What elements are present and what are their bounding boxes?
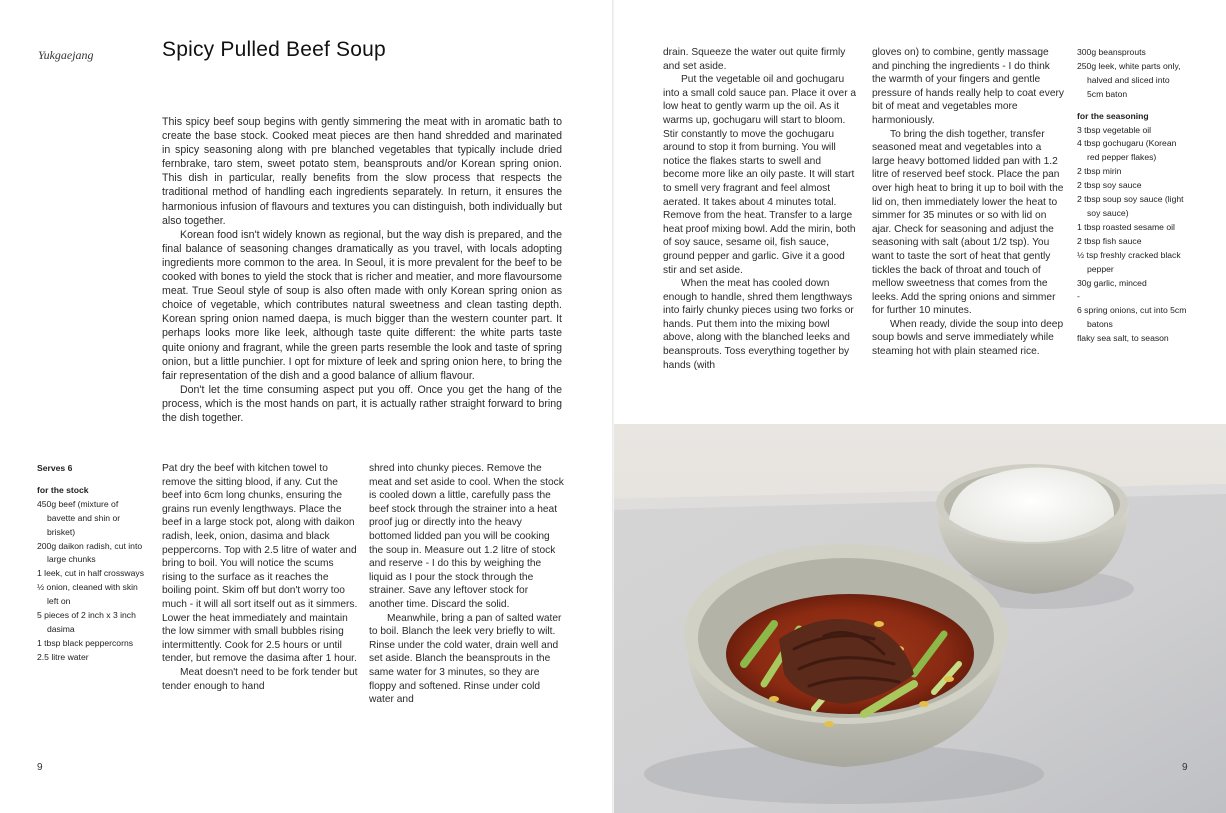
ingredient-item: 5 pieces of 2 inch x 3 inch dasima [37,610,136,634]
ingredient-item: 2 tbsp soup soy sauce (light soy sauce) [1077,194,1184,218]
method-column-3 [663,46,857,372]
ingredient-item: 6 spring onions, cut into 5cm batons [1077,305,1187,330]
ingredient-item: 2 tbsp fish sauce [1077,235,1142,246]
ingredient-item: 2 tbsp mirin [1077,166,1122,177]
stock-heading: for the stock [37,484,89,495]
soup-photo-illustration [614,424,1226,813]
page-number-right: 9 [1182,762,1188,773]
intro-paragraph: Don't let the time consuming aspect put you off. Once you get the hang of the process, which is the most hands on part, it is actually rather straight forward to bring the dish together. [162,383,562,424]
method-column-1 [162,462,358,693]
ingredient-item: 1 tbsp roasted sesame oil [1077,221,1175,232]
ingredient-item: - [1077,291,1080,302]
method-paragraph: Pat dry the beef with kitchen towel to remove the sitting blood, if any. Cut the beef into 6cm long chunks, ensuring the grains run evenly lengthways. Place the beef in a large stock pot, along with daikon radish, leek, onion, dasima and black peppercorns. Top with 2.5 litre of water and bring to boil. You will notice the scums rising to the surface as it reaches the boiling point. Skim off but don't worry too much - it will all sort itself out as it simmers. Lower the heat immediately and maintain the low simmer with small bubbles rising intermittently. Cook for 2.5 hours or until tender, but remove the dasima after 1 hour. [162,463,358,665]
ingredient-item: ½ tsp freshly cracked black pepper [1077,249,1181,274]
method-paragraph: When the meat has cooled down enough to handle, shred them lengthways into fairly chunky pieces using two forks or hands. Put them into the mixing bowl above, along with the blanched leeks and beansprouts. Toss everything together by hands (with [663,278,854,371]
ingredient-item: flaky sea salt, to season [1077,333,1169,344]
recipe-kicker: Yukgaejang [38,48,94,62]
ingredient-item: 2 tbsp soy sauce [1077,180,1142,191]
intro-text [162,115,562,425]
method-paragraph: To bring the dish together, transfer seasoned meat and vegetables into a large heavy bottomed lidded pan with 1.2 litre of reserved beef stock. Place the pan over high heat to bring it up to boil with the lid on, then immediately lower the heat to simmer for 35 minutes or so with lid on ajar. Check for seasoning and adjust the seasoning with salt (about 1/2 tsp). You want to taste the sort of heat that gently tickles the back of throat and touch of mellow sweetness that comes from the leeks. Add the spring onions and simmer for further 10 minutes. [872,128,1064,317]
recipe-title: Spicy Pulled Beef Soup [162,38,386,61]
intro-paragraph: Korean food isn't widely known as regional, but the way dish is prepared, and the final balance of seasoning changes dramatically as you travel, with locals adopting ingredients more common to the area. In Seoul, it is more prevalent for the beef to be cooked with bones to yield the stock that is richer and meatier, and more flavoursome meat. True Seoul style of soup is also often made with only Korean spring onion as choice of vegetable, which contributes natural sweetness and clean tasting depth. Korean spring onion named daepa, is much bigger than the western counter part. It perhaps looks more like leek, although taste quite different: the white parts taste quite oniony and fragrant, while the green parts resemble the look and taste of spring onion, but a little punchier. I opt for mixture of leek and spring onion here, to bring the fair representation of the dish and a good balance of allium flavour. [162,228,562,382]
method-paragraph: shred into chunky pieces. Remove the meat and set aside to cool. When the stock is cooled down a little, carefully pass the beef stock through the strainer into a heat proof jug or directly into the heavy bottomed lidded pan you will be cooking the soup in. Measure out 1.2 litre of stock and reserve - I do this by weighing the liquid as I pour the stock through the strainer. Save any leftover stock for another time. Discard the solid. [369,463,564,610]
page-number-left: 9 [37,762,43,773]
ingredient-item: 2.5 litre water [37,651,89,662]
method-paragraph: When ready, divide the soup into deep soup bowls and serve immediately while steaming hot with plain steamed rice. [872,318,1064,358]
method-paragraph: Meanwhile, bring a pan of salted water to boil. Blanch the leek very briefly to wilt. Rinse under the cold water, drain well and set aside. Blanch the beansprouts in the same water for 3 minutes, so they are floppy and softened. Rinse under cold water and [369,612,562,706]
ingredient-item: 30g garlic, minced [1077,277,1147,288]
method-paragraph: Put the vegetable oil and gochugaru into a small cold sauce pan. Place it over a low heat to gently warm up the oil. As it warms up, gochugaru will start to bloom. Stir constantly to move the gochugaru around to stop it from burning. You will notice the flakes starts to swell and become more like an oily paste. It will start to smell very fragrant and feel almost aerated. It takes about 4 minutes total. Remove from the heat. Transfer to a large heat proof mixing bowl. Add the mirin, both of soy sauce, sesame oil, fish sauce, ground pepper and garlic. Give it a good stir and set aside. [663,74,857,276]
ingredient-item: 4 tbsp gochugaru (Korean red pepper flakes) [1077,138,1177,163]
seasoning-ingredients [1077,46,1187,346]
serves-label: Serves 6 [37,463,73,473]
ingredient-item: ½ onion, cleaned with skin left on [37,582,138,607]
method-column-4 [872,46,1066,359]
ingredient-item: 300g beansprouts [1077,47,1146,57]
seasoning-heading: for the seasoning [1077,110,1149,121]
soup-photo [614,424,1226,813]
ingredient-item: 450g beef (mixture of bavette and shin or brisket) [37,498,121,537]
method-paragraph: drain. Squeeze the water out quite firmly and set aside. [663,47,846,72]
ingredient-item: 3 tbsp vegetable oil [1077,124,1152,135]
method-paragraph: Meat doesn't need to be fork tender but tender enough to hand [162,666,358,692]
method-column-2 [369,462,565,707]
ingredient-item: 1 leek, cut in half crossways [37,568,144,579]
ingredient-item: 1 tbsp black peppercorns [37,637,134,648]
stock-ingredients [37,462,145,665]
ingredient-item: 250g leek, white parts only, halved and sliced into 5cm baton [1077,60,1181,99]
method-paragraph: gloves on) to combine, gently massage and pinching the ingredients - I do think the warmth of your fingers and gentle pressure of hands really help to coat every bit of meat and vegetables more harmoniously. [872,47,1064,126]
intro-paragraph: This spicy beef soup begins with gently simmering the meat with in aromatic bath to create the base stock. Cooked meat pieces are then hand shredded and marinated in spicy seasoning along with pre blanched vegetables that typically include dried fernbrake, taro stem, sweet potato stem, beansprouts and/or Korean spring onion. This dish in particular, really benefits from the slow process that respects the traditional method of handling each ingredients separately. In return, it ensures the harmonious infusion of flavours and textures you can distinguish, both individually but also together. [162,116,562,227]
ingredient-item: 200g daikon radish, cut into large chunks [37,540,143,565]
